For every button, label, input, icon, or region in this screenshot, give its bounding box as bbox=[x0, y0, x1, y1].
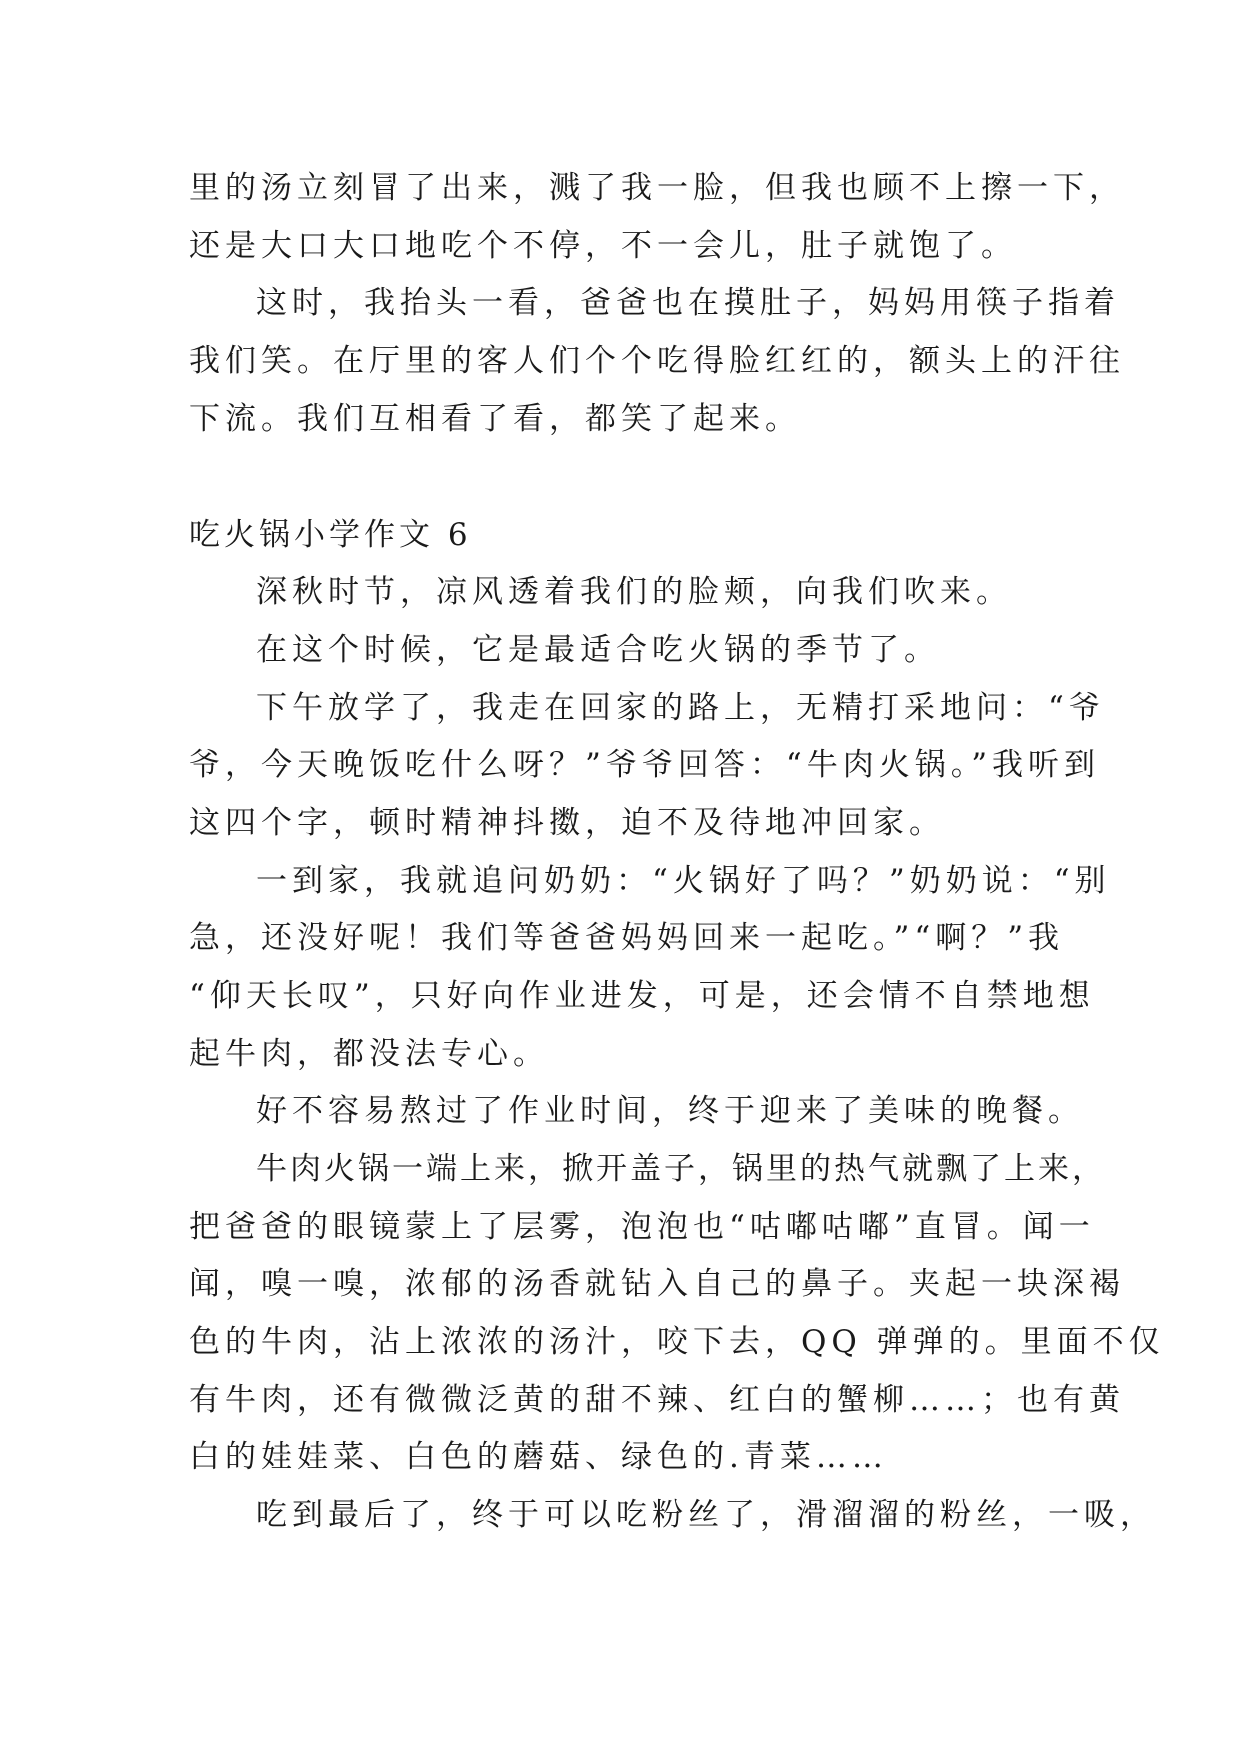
paragraph-line: “仰天长叹”，只好向作业进发，可是，还会情不自禁地想 bbox=[189, 978, 1095, 1014]
paragraph-line: 把爸爸的眼镜蒙上了层雾，泡泡也“咕嘟咕嘟”直冒。闻一 bbox=[189, 1209, 1095, 1245]
paragraph-line: 急，还没好呢！我们等爸爸妈妈回来一起吃。”“啊？”我 bbox=[189, 920, 1065, 956]
paragraph-line: 牛肉火锅一端上来，掀开盖子，锅里的热气就飘了上来， bbox=[256, 1151, 1106, 1187]
paragraph-line: 吃到最后了，终于可以吃粉丝了，滑溜溜的粉丝，一吸， bbox=[256, 1497, 1156, 1533]
paragraph-line: 我们笑。在厅里的客人们个个吃得脸红红的，额头上的汗往 bbox=[189, 343, 1125, 379]
paragraph-line: 这时，我抬头一看，爸爸也在摸肚子，妈妈用筷子指着 bbox=[256, 285, 1120, 321]
paragraph-line: 色的牛肉，沾上浓浓的汤汁，咬下去，QQ 弹弹的。里面不仅 bbox=[189, 1324, 1165, 1360]
paragraph-line: 还是大口大口地吃个不停，不一会儿，肚子就饱了。 bbox=[189, 228, 1017, 264]
paragraph-line: 一到家，我就追问奶奶：“火锅好了吗？”奶奶说：“别 bbox=[256, 863, 1111, 899]
paragraph-line: 爷，今天晚饭吃什么呀？”爷爷回答：“牛肉火锅。”我听到 bbox=[189, 747, 1101, 783]
paragraph-line: 白的娃娃菜、白色的蘑菇、绿色的.青菜…… bbox=[189, 1439, 888, 1475]
paragraph-line: 闻，嗅一嗅，浓郁的汤香就钻入自己的鼻子。夹起一块深褐 bbox=[189, 1266, 1125, 1302]
paragraph-line: 深秋时节，凉风透着我们的脸颊，向我们吹来。 bbox=[256, 574, 1012, 610]
paragraph-line: 下午放学了，我走在回家的路上，无精打采地问：“爷 bbox=[256, 690, 1105, 726]
paragraph-line: 这四个字，顿时精神抖擞，迫不及待地冲回家。 bbox=[189, 805, 945, 841]
paragraph-line: 起牛肉，都没法专心。 bbox=[189, 1036, 549, 1072]
paragraph-line: 好不容易熬过了作业时间，终于迎来了美味的晚餐。 bbox=[256, 1093, 1084, 1129]
paragraph-line: 有牛肉，还有微微泛黄的甜不辣、红白的蟹柳……；也有黄 bbox=[189, 1382, 1125, 1418]
paragraph-line: 下流。我们互相看了看，都笑了起来。 bbox=[189, 401, 801, 437]
section-title: 吃火锅小学作文 6 bbox=[189, 517, 472, 553]
paragraph-line: 里的汤立刻冒了出来，溅了我一脸，但我也顾不上擦一下， bbox=[189, 170, 1125, 206]
paragraph-line: 在这个时候，它是最适合吃火锅的季节了。 bbox=[256, 632, 940, 668]
